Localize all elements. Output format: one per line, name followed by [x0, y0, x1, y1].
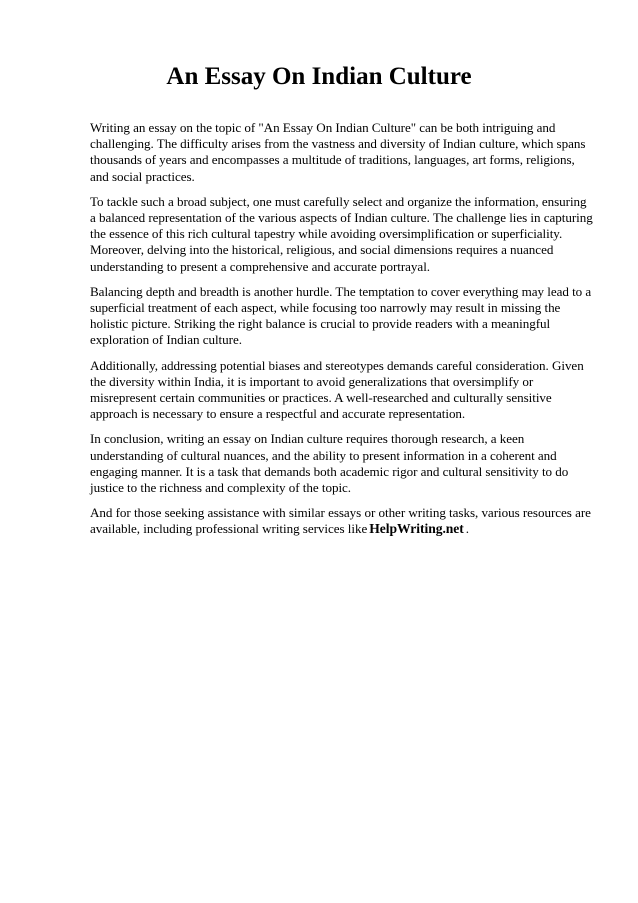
paragraph-line: superficial treatment of each aspect, while focusing too narrowly may result in missing the	[90, 300, 561, 316]
paragraph-line: the diversity within India, it is important to avoid generalizations that oversimplify or	[90, 373, 534, 389]
paragraph-line: Additionally, addressing potential biases and stereotypes demands careful consideration. Given	[90, 357, 584, 373]
paragraph-line: Writing an essay on the topic of "An Essay On Indian Culture" can be both intriguing and	[90, 120, 556, 135]
paragraph-line: exploration of Indian culture.	[90, 332, 242, 348]
paragraph-line: misrepresent certain communities or practices. A well-researched and culturally sensitive	[90, 390, 552, 406]
paragraph-line: a balanced representation of the various aspects of Indian culture. The challenge lies in capturing	[90, 210, 593, 226]
document-title: An Essay On Indian Culture	[166, 63, 472, 90]
paragraph-line: understanding to present a comprehensive and accurate portrayal.	[90, 258, 431, 274]
paragraph-5	[90, 431, 592, 496]
paragraph-line: approach is necessary to ensure a respectful and accurate representation.	[90, 406, 466, 422]
paragraph-line: Moreover, delving into the historical, religious, and social dimensions requires a nuanced	[90, 242, 554, 258]
paragraph-3	[90, 284, 592, 349]
paragraph-line: engaging manner. It is a task that demands both academic rigor and cultural sensitivity to do	[90, 463, 569, 479]
paragraph-line: In conclusion, writing an essay on Indian culture requires thorough research, a keen	[90, 431, 525, 447]
paragraph-2	[90, 194, 592, 275]
paragraph-line: Balancing depth and breadth is another hurdle. The temptation to cover everything may lead to a	[90, 283, 592, 299]
paragraph-line: the essence of this rich cultural tapestry while avoiding oversimplification or superficiality.	[90, 226, 563, 242]
paragraph-line: understanding of cultural nuances, and the ability to present information in a coherent and	[90, 447, 557, 463]
paragraph-4	[90, 358, 592, 423]
document-body	[90, 120, 592, 547]
paragraph-line: And for those seeking assistance with similar essays or other writing tasks, various resources are	[90, 505, 591, 521]
paragraph-line: holistic picture. Striking the right balance is crucial to provide readers with a meaningful	[90, 316, 551, 332]
paragraph-line: thousands of years and encompasses a multitude of traditions, languages, art forms, religions,	[90, 152, 575, 168]
trailing-period: .	[465, 521, 470, 537]
paragraph-1	[90, 120, 592, 185]
last-line-text: available, including professional writing services like	[90, 521, 368, 537]
paragraph-6	[90, 505, 592, 537]
paragraph-line: To tackle such a broad subject, one must carefully select and organize the information, ensuring	[90, 193, 587, 209]
paragraph-last-line	[90, 521, 592, 537]
paragraph-line: and social practices.	[90, 168, 195, 184]
paragraph-line: challenging. The difficulty arises from the vastness and diversity of Indian culture, which spans	[90, 136, 586, 152]
paragraph-line: justice to the richness and complexity of the topic.	[90, 480, 352, 496]
helpwriting-link[interactable]: HelpWriting.net	[369, 521, 464, 537]
